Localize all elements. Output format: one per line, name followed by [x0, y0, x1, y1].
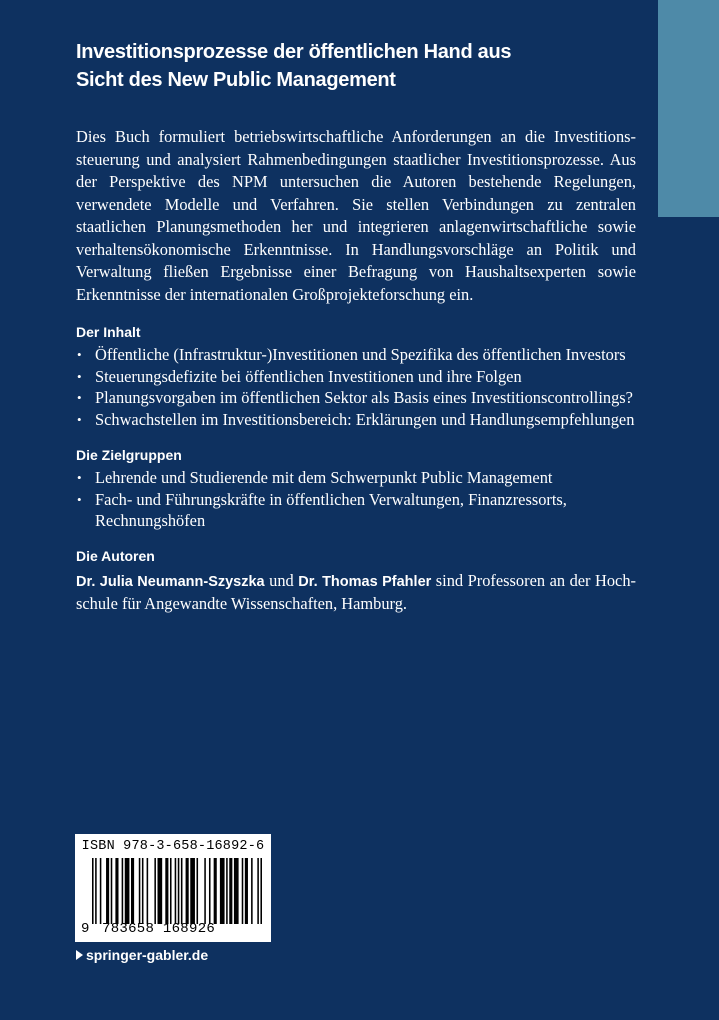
- isbn-text: ISBN 978-3-658-16892-6: [81, 839, 265, 854]
- zielgruppen-list: [76, 467, 636, 532]
- authors-description: sind Professoren an der Hochschule für Angewandte Wissenschaften, Hamburg.: [76, 570, 636, 613]
- inhalt-list: [76, 344, 636, 430]
- arrow-right-icon: [76, 950, 83, 960]
- publisher-website-text: springer-gabler.de: [86, 947, 209, 963]
- author-name-2: Dr. Thomas Pfahler: [298, 573, 432, 590]
- intro-paragraph: Dies Buch formuliert betriebswirtschaftliche Anforderungen an die Investitionssteuerung und analysiert Rahmenbedingungen staatlicher Investitionsprozesse. Aus der Perspektive des NPM untersuchen die Autoren bestehende Regelungen, verwendete Modelle und Verfahren. Sie stellen Verbindungen zu zentralen staatlichen Planungsmethoden her und integrieren anlagenwirtschaftliche sowie verhaltensökonomische Erkenntnisse. In Handlungsvorschläge an Politik und Verwaltung fließen Ergebnisse einer Befragung von Haushaltsexperten sowie Erkenntnisse der internationalen Großprojekteforschung ein.: [76, 127, 636, 304]
- book-title: [76, 38, 636, 94]
- section-heading-autoren: Die Autoren: [76, 547, 155, 564]
- list-item: • Schwachstellen im Investitionsbereich: Erklärungen und Handlungsempfehlungen: [76, 409, 636, 431]
- list-item: • Lehrende und Studierende mit dem Schwerpunkt Public Management: [76, 467, 636, 489]
- publisher-website-link[interactable]: [76, 945, 208, 965]
- ean-leading-digit: 9: [81, 921, 90, 937]
- section-heading-inhalt: Der Inhalt: [76, 324, 141, 340]
- barcode-bars-icon: [92, 858, 262, 924]
- list-item: • Steuerungsdefizite bei öffentlichen Investitionen und ihre Folgen: [76, 366, 636, 388]
- back-cover-content: [76, 38, 636, 616]
- section-heading-zielgruppen: Die Zielgruppen: [76, 447, 182, 463]
- ean-digits: 783658 168926: [102, 921, 216, 937]
- list-item: • Fach- und Führungskräfte in öffentlichen Verwaltungen, Finanzressorts, Rechnungshöfen: [76, 489, 636, 532]
- list-item: • Öffentliche (Infrastruktur-)Investitionen und Spezifika des öffentlichen Investors: [76, 344, 636, 366]
- book-title-line-2: Sicht des New Public Management: [76, 69, 396, 91]
- accent-tab: [658, 0, 719, 217]
- authors-connector: und: [264, 570, 299, 590]
- list-item: • Planungsvorgaben im öffentlichen Sektor als Basis eines Investitionscontrollings?: [76, 387, 636, 409]
- book-title-line-1: Investitionsprozesse der öffentlichen Hand aus: [76, 41, 512, 63]
- isbn-barcode: [75, 834, 271, 942]
- author-name-1: Dr. Julia Neumann-Szyszka: [76, 573, 265, 590]
- authors-paragraph: [76, 570, 636, 616]
